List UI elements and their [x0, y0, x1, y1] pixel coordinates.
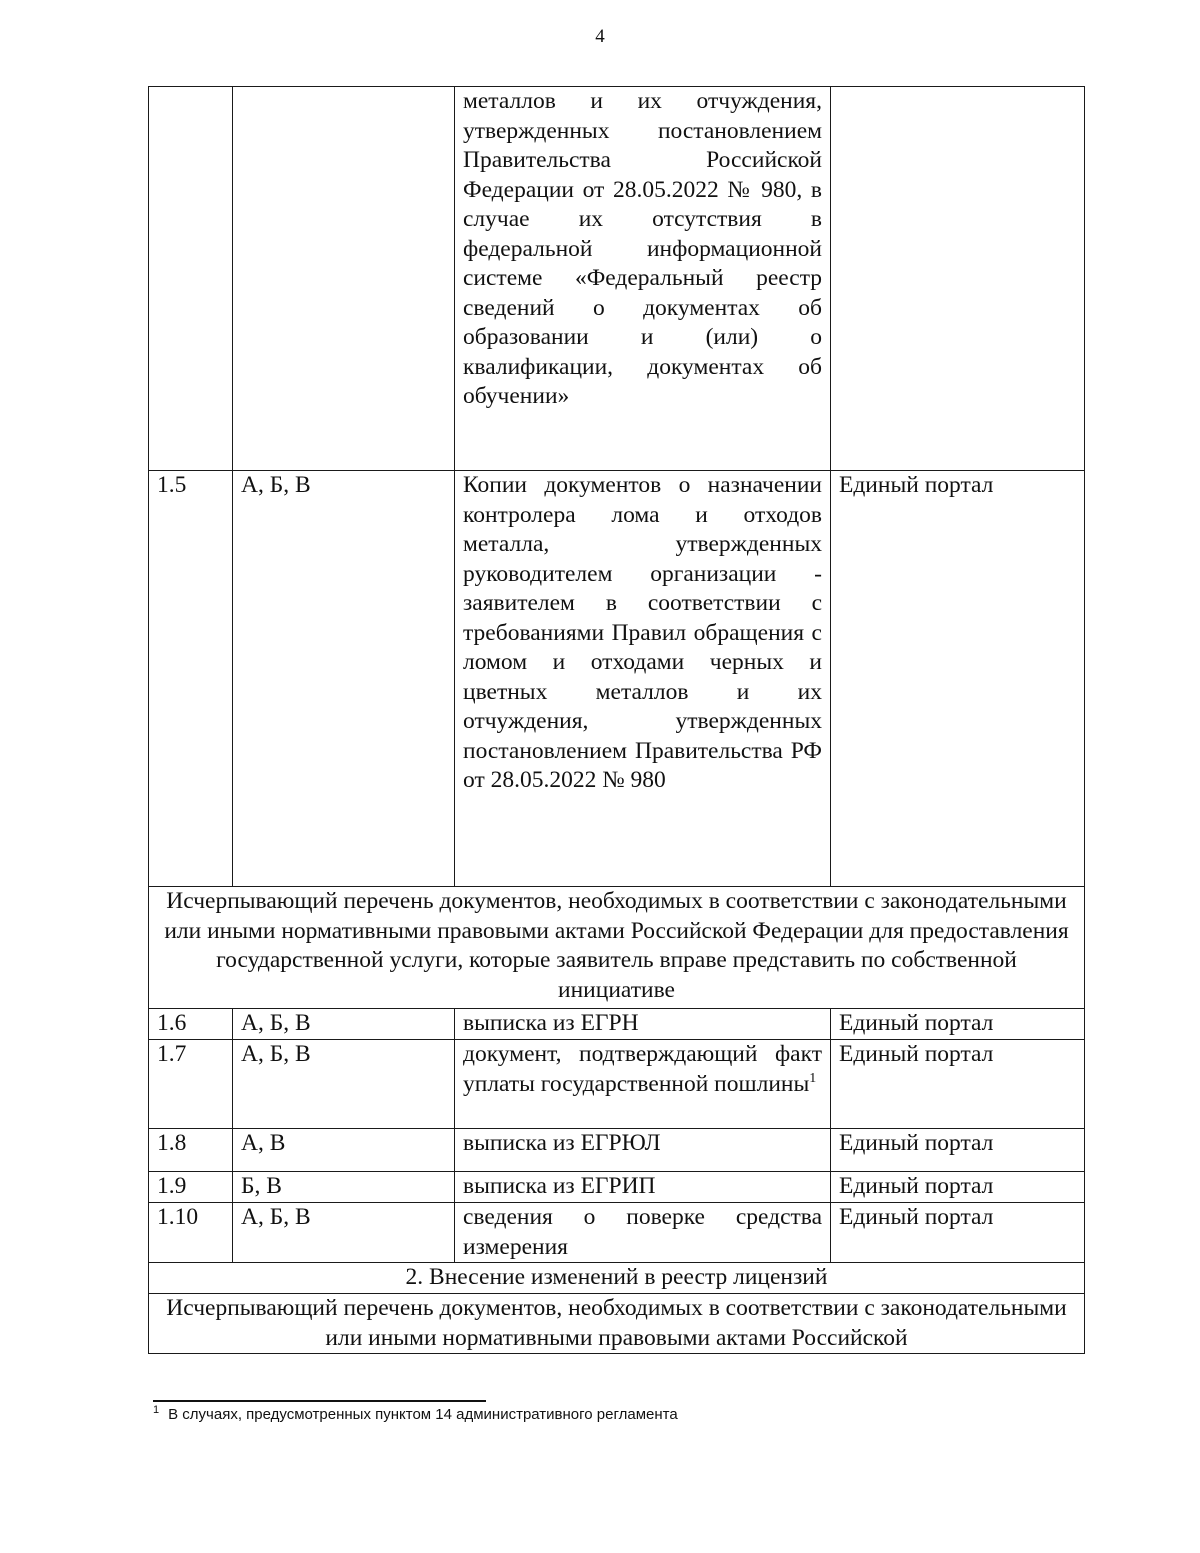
row-description: сведения о поверке средства измерения: [455, 1203, 831, 1263]
row-portal: Единый портал: [831, 1203, 1085, 1263]
row-categories: А, В: [233, 1129, 455, 1172]
row-description: [455, 1040, 831, 1129]
table-row: [149, 1129, 1085, 1172]
row-description-text: документ, подтверждающий факт уплаты государственной пошлины: [463, 1041, 822, 1097]
documents-table: [148, 86, 1085, 1354]
row-description: выписка из ЕГРИП: [455, 1172, 831, 1203]
row-description: выписка из ЕГРН: [455, 1009, 831, 1040]
row-portal: Единый портал: [831, 1009, 1085, 1040]
row-categories: А, Б, В: [233, 1203, 455, 1263]
row-number: 1.8: [149, 1129, 233, 1172]
row-description: выписка из ЕГРЮЛ: [455, 1129, 831, 1172]
row-number: [149, 87, 233, 471]
section-title: 2. Внесение изменений в реестр лицензий: [149, 1263, 1085, 1294]
row-description: металлов и их отчуждения, утвержденных постановлением Правительства Российской Федерации от 28.05.2022 № 980, в случае их отсутствия в федеральной информационной системе «Федеральный реестр сведений о документах об образовании и (или) о квалификации, документах об обучении»: [455, 87, 831, 471]
table-row: [149, 471, 1085, 887]
row-portal: [831, 87, 1085, 471]
row-categories: А, Б, В: [233, 471, 455, 887]
footnote-text: В случаях, предусмотренных пунктом 14 административного регламента: [168, 1406, 678, 1423]
footnote: [153, 1406, 678, 1423]
table-row: [149, 1294, 1085, 1354]
section-banner: Исчерпывающий перечень документов, необходимых в соответствии с законодательными или иными нормативными правовыми актами Российской: [149, 1294, 1085, 1354]
row-number: 1.6: [149, 1009, 233, 1040]
row-portal: Единый портал: [831, 471, 1085, 887]
row-number: 1.9: [149, 1172, 233, 1203]
table-row: [149, 1040, 1085, 1129]
table-row: [149, 1009, 1085, 1040]
row-number: 1.5: [149, 471, 233, 887]
row-categories: А, Б, В: [233, 1009, 455, 1040]
row-number: 1.10: [149, 1203, 233, 1263]
table-row: [149, 1263, 1085, 1294]
footnote-ref: 1: [809, 1070, 817, 1086]
section-banner: Исчерпывающий перечень документов, необходимых в соответствии с законодательными или иными нормативными правовыми актами Российской Федерации для предоставления государственной услуги, которые заявитель вправе представить по собственной инициативе: [149, 887, 1085, 1009]
footnote-marker: 1: [153, 1404, 160, 1416]
row-portal: Единый портал: [831, 1040, 1085, 1129]
row-categories: Б, В: [233, 1172, 455, 1203]
table-row: [149, 1203, 1085, 1263]
table-row: [149, 887, 1085, 1009]
table-row: [149, 1172, 1085, 1203]
page-number: 4: [595, 26, 605, 47]
footnote-divider: [153, 1400, 486, 1402]
row-portal: Единый портал: [831, 1172, 1085, 1203]
row-categories: [233, 87, 455, 471]
row-categories: А, Б, В: [233, 1040, 455, 1129]
row-portal: Единый портал: [831, 1129, 1085, 1172]
row-description: Копии документов о назначении контролера лома и отходов металла, утвержденных руководителем организации - заявителем в соответствии с требованиями Правил обращения с ломом и отходами черных и цветных металлов и их отчуждения, утвержденных постановлением Правительства РФ от 28.05.2022 № 980: [455, 471, 831, 887]
row-number: 1.7: [149, 1040, 233, 1129]
table-row: [149, 87, 1085, 471]
